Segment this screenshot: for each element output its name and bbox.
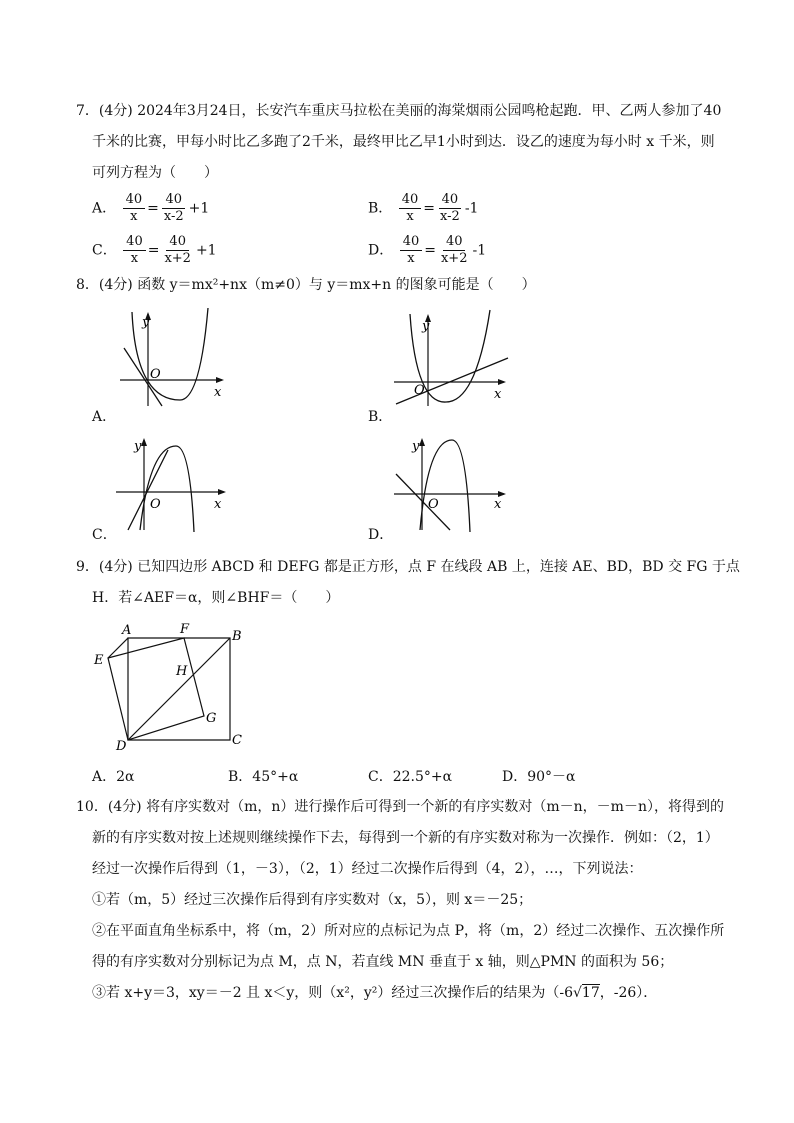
fraction: $\frac{40}{x}$	[399, 192, 422, 225]
x-axis-arrow	[218, 489, 226, 495]
question-7	[76, 96, 726, 189]
q8-graph-a	[110, 308, 230, 408]
q8-option-d[interactable]: D．	[368, 527, 394, 543]
q8-graph-c	[110, 432, 234, 532]
x-axis-arrow	[498, 379, 506, 385]
parabola	[420, 440, 470, 532]
x-label: x	[214, 497, 222, 512]
label-a: A	[122, 623, 132, 638]
q7-line-1: 7．(4分) 2024年3月24日，长安汽车重庆马拉松在美丽的海棠烟雨公园鸣枪起跑．甲、乙两人参加了40	[76, 103, 722, 119]
q8-option-c[interactable]: C．	[92, 527, 117, 543]
q9-option-b[interactable]: B．45°+α	[228, 769, 299, 785]
q9-option-a[interactable]: A．2α	[92, 769, 135, 785]
q10-line-3: 经过一次操作后得到（1，－3），（2，1）经过二次操作后得到（4，2），…，下列说法：	[92, 861, 643, 877]
y-label: y	[422, 319, 430, 334]
y-axis-arrow	[141, 438, 147, 446]
q10-item-2b: 得的有序实数对分别标记为点 M，点 N，若直线 MN 垂直于 x 轴，则△PMN 的面积为 56；	[92, 954, 674, 970]
q8-graph-d	[390, 432, 514, 532]
q7-line-3: 可列方程为（ ）	[92, 165, 218, 181]
q7-option-d[interactable]: D． $\frac{40}{x}$ = $\frac{40}{x+2}$ -1	[368, 234, 487, 266]
label-c: C	[232, 733, 242, 748]
q8-option-a[interactable]: A．	[92, 409, 117, 425]
fraction: $\frac{40}{x-2}$	[440, 192, 460, 224]
fraction: $\frac{40}{x+2}$	[440, 234, 468, 266]
x-label: x	[214, 385, 222, 400]
line	[396, 474, 450, 530]
line	[396, 358, 508, 404]
fraction: $\frac{40}{x}$	[123, 234, 146, 267]
label-e: E	[94, 653, 104, 668]
q9-line-2: H．若∠AEF＝α，则∠BHF＝（ ）	[92, 590, 340, 606]
y-label: y	[134, 439, 142, 454]
q10-line-2: 新的有序实数对按上述规则继续操作下去，每得到一个新的有序实数对称为一次操作．例如：（2，1）	[92, 830, 719, 846]
q7-line-2: 千米的比赛，甲每小时比乙多跑了2千米，最终甲比乙早1小时到达．设乙的速度为每小时 x 千米，则	[92, 134, 715, 150]
q7-option-c[interactable]: C． $\frac{40}{x}$ = $\frac{40}{x+2}$ +1	[92, 234, 217, 266]
y-label: y	[412, 439, 420, 454]
y-label: y	[142, 315, 150, 330]
label-h: H	[176, 664, 188, 679]
label-b: B	[232, 629, 242, 644]
q7-option-b[interactable]: B． $\frac{40}{x}$ = $\frac{40}{x-2}$ -1	[368, 192, 479, 224]
fraction: $\frac{40}{x+2}$	[164, 234, 191, 266]
q10-line-1: 10．(4分) 将有序实数对（m，n）进行操作后可得到一个新的有序实数对（m－n，－m－n），将得到的	[76, 799, 724, 815]
q8-graph-b	[390, 308, 514, 408]
origin-label: O	[150, 367, 161, 382]
q7-option-a[interactable]: A． $\frac{40}{x}$ = $\frac{40}{x-2}$ +1	[92, 192, 210, 224]
origin-label: O	[150, 497, 161, 512]
q8-option-b[interactable]: B．	[368, 409, 393, 425]
fraction: $\frac{40}{x}$	[400, 234, 423, 267]
origin-label: O	[414, 383, 425, 398]
x-label: x	[494, 497, 502, 512]
q9-figure	[88, 620, 258, 752]
q9-line-1: 9．(4分) 已知四边形 ABCD 和 DEFG 都是正方形，点 F 在线段 AB 上，连接 AE、BD，BD 交 FG 于点	[76, 559, 740, 575]
square-defg	[108, 638, 204, 740]
label-g: G	[206, 711, 217, 726]
q10-item-3: ③若 x+y＝3，xy＝－2 且 x＜y，则（x²，y²）经过三次操作后的结果为（-6√17，-26）．	[92, 985, 658, 1001]
radicand: 17	[581, 985, 600, 1001]
q9-option-d[interactable]: D．90°－α	[502, 769, 576, 785]
x-label: x	[494, 387, 502, 402]
q8-stem: 8．(4分) 函数 y＝mx²+nx（m≠0）与 y＝mx+n 的图象可能是（ ）	[76, 277, 536, 293]
q9-option-c[interactable]: C．22.5°+α	[368, 769, 453, 785]
fraction: $\frac{40}{x-2}$	[163, 192, 184, 224]
q10-item-2a: ②在平面直角坐标系中，将（m，2）所对应的点标记为点 P，将（m，2）经过二次操作、五次操作所	[92, 923, 725, 939]
x-axis-arrow	[216, 377, 224, 383]
origin-label: O	[428, 497, 439, 512]
question-9	[76, 552, 740, 614]
line	[128, 450, 168, 530]
label-f: F	[180, 622, 190, 637]
label-d: D	[116, 739, 127, 752]
q10-item-1: ①若（m，5）经过三次操作后得到有序实数对（x，5），则 x＝－25；	[92, 892, 533, 908]
y-axis-arrow	[419, 438, 425, 446]
fraction: $\frac{40}{x}$	[123, 192, 146, 225]
question-8	[76, 270, 726, 301]
sqrt-icon: √	[572, 985, 582, 1001]
question-10	[76, 792, 726, 1009]
